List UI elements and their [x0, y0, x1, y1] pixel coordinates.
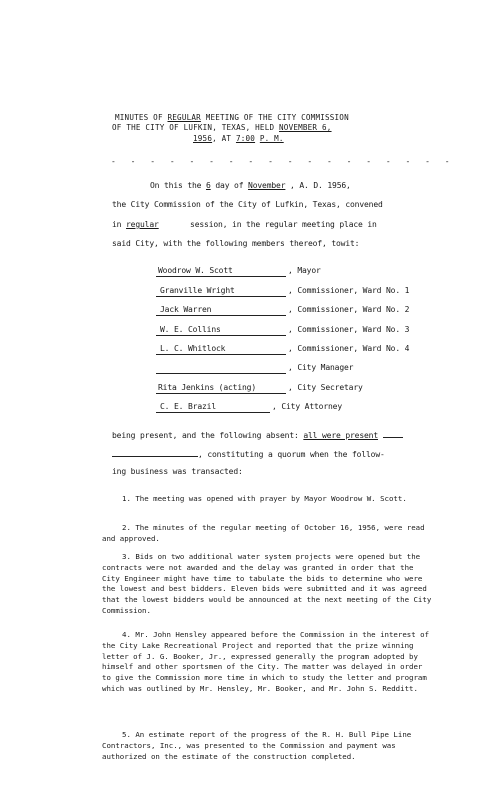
meeting-day: 6 — [206, 181, 211, 190]
member-underline — [156, 373, 286, 374]
member-name: W. E. Collins — [160, 325, 221, 334]
intro-line-3 — [112, 220, 377, 230]
member-name: Granville Wright — [160, 286, 235, 295]
header-dash-divider: - - - - - - - - - - - - - - - - - - — [111, 157, 455, 166]
absent-note: all were present — [303, 431, 379, 440]
minutes-item-1 — [102, 494, 432, 505]
member-underline — [156, 315, 286, 316]
member-title: , City Manager — [288, 363, 354, 372]
intro-text: , A. D. 1956, — [290, 181, 351, 190]
member-title: , Commissioner, Ward No. 3 — [288, 325, 410, 334]
attendance-text: , constituting a quorum when the follow- — [198, 450, 385, 459]
meeting-type: REGULAR — [167, 113, 201, 122]
intro-text: in — [112, 220, 122, 229]
member-underline — [156, 354, 286, 355]
meeting-date: NOVEMBER 6, — [279, 123, 332, 132]
intro-text: On this the — [150, 181, 202, 190]
member-name: Rita Jenkins (acting) — [158, 383, 256, 392]
member-underline — [156, 296, 286, 297]
member-title: , City Attorney — [272, 402, 342, 411]
intro-line-2: the City Commission of the City of Lufkin, Texas, convened — [112, 200, 383, 209]
attendance-line-3: ing business was transacted: — [112, 467, 243, 476]
header-line-2 — [112, 123, 332, 133]
member-underline — [156, 393, 286, 394]
minutes-item-4 — [102, 630, 432, 695]
minutes-item-5 — [102, 730, 432, 762]
item-text: 2. The minutes of the regular meeting of October 16, 1956, were read and approved. — [102, 523, 425, 543]
item-text: 3. Bids on two additional water system projects were opened but the contracts were not awarded and the delay was granted in order that the City Engineer might have time to tabulate the bids to determine who were the lowest and best bidders. Eleven bids were submitted and it was agreed that the lowest bidders would be announced at the next meeting of the City Commission. — [102, 552, 432, 615]
member-title: , Commissioner, Ward No. 1 — [288, 286, 410, 295]
blank-line — [383, 429, 403, 438]
meeting-month: November — [248, 181, 286, 190]
header-line-1 — [115, 113, 349, 123]
minutes-item-2 — [102, 523, 432, 545]
session-type: regular — [126, 220, 159, 229]
header-at: , AT — [212, 134, 232, 143]
header-city: OF THE CITY OF LUFKIN, TEXAS, HELD — [112, 123, 275, 132]
member-underline — [156, 335, 286, 336]
member-title: , Commissioner, Ward No. 4 — [288, 344, 410, 353]
item-text: 4. Mr. John Hensley appeared before the Commission in the interest of the City Lake Recreational Project and reported that the prize winning letter of J. G. Booker, Jr., expressed generally the program adopted by himself and other sportsmen of the City. The matter was delayed in order to give the Commission more time in which to study the letter and program which was outlined by Mr. Hensley, Mr. Booker, and Mr. John S. Redditt. — [102, 630, 430, 693]
header-prefix: MINUTES OF — [115, 113, 163, 122]
intro-line-1 — [150, 181, 351, 191]
meeting-ampm: P. M. — [259, 134, 284, 143]
item-text: 1. The meeting was opened with prayer by Mayor Woodrow W. Scott. — [122, 494, 407, 503]
item-text: 5. An estimate report of the progress of the R. H. Bull Pipe Line Contractors, Inc., was presented to the Commission and payment was authorized on the estimate of the construction completed. — [102, 730, 412, 761]
member-name: Jack Warren — [160, 305, 212, 314]
intro-text: session, in the regular meeting place in — [190, 220, 377, 229]
header-line-3 — [193, 134, 284, 144]
member-underline — [156, 412, 270, 413]
member-name: C. E. Brazil — [160, 402, 216, 411]
member-title: , City Secretary — [288, 383, 363, 392]
header-suffix: MEETING OF THE CITY COMMISSION — [205, 113, 349, 122]
member-title: , Commissioner, Ward No. 2 — [288, 305, 410, 314]
blank-line — [112, 448, 198, 457]
attendance-line-2 — [112, 448, 385, 460]
meeting-time: 7:00 — [235, 134, 256, 143]
member-name: Woodrow W. Scott — [158, 266, 233, 275]
attendance-text: being present, and the following absent: — [112, 431, 299, 440]
member-title: , Mayor — [288, 266, 321, 275]
member-underline — [156, 276, 286, 277]
intro-line-4: said City, with the following members thereof, towit: — [112, 239, 360, 248]
intro-text: day of — [215, 181, 244, 190]
attendance-line-1 — [112, 429, 403, 441]
meeting-year: 1956 — [193, 134, 213, 143]
member-name: L. C. Whitlock — [160, 344, 226, 353]
minutes-item-3 — [102, 552, 432, 617]
